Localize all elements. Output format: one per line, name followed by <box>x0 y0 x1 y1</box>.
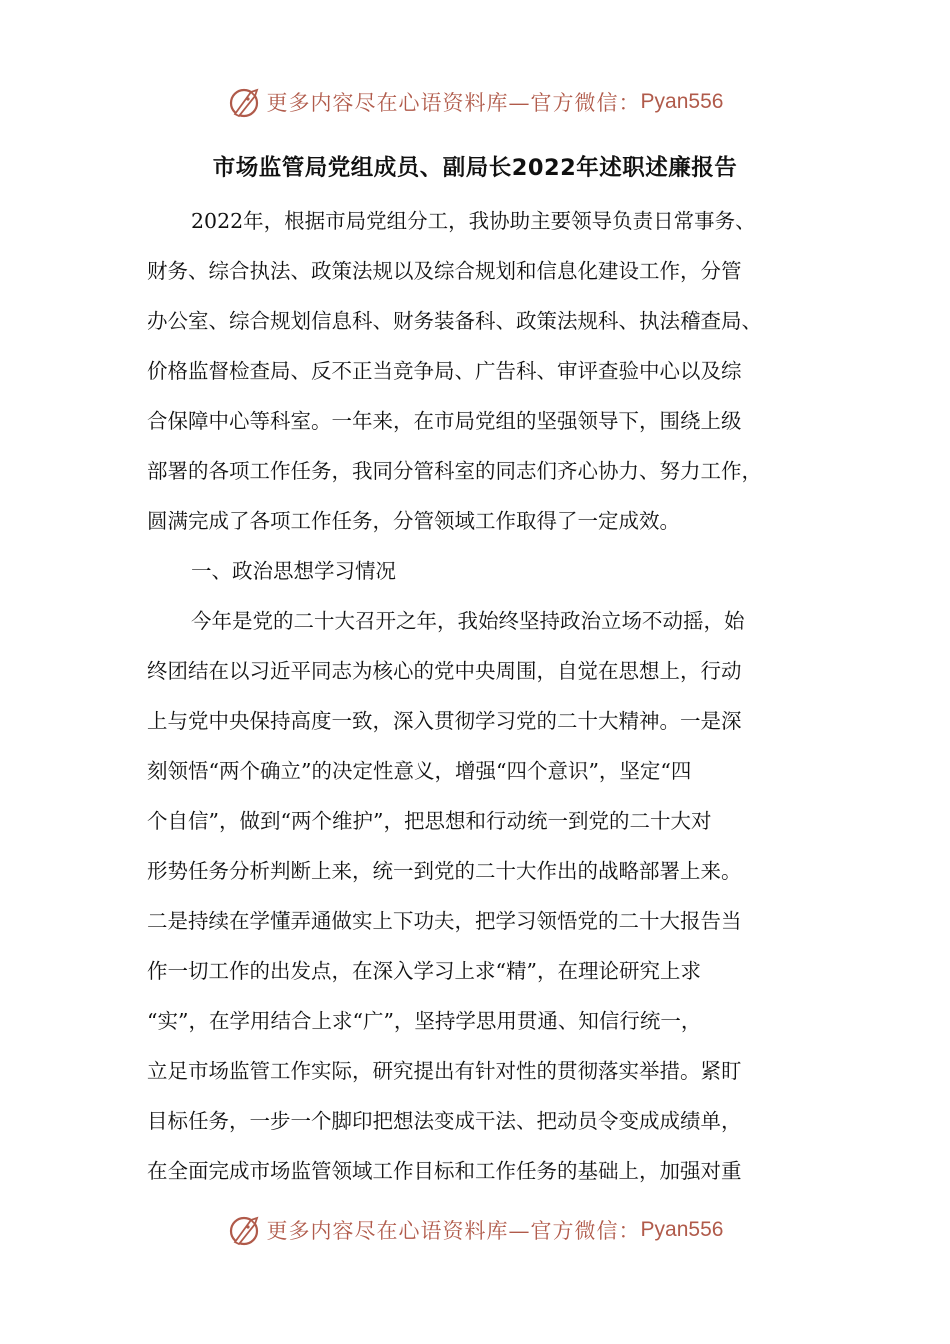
text-line: 办公室、综合规划信息科、财务装备科、政策法规科、执法稽查局、 <box>147 309 762 333</box>
text-line: 终团结在以习近平同志为核心的党中央周围，自觉在思想上，行动 <box>147 659 742 683</box>
watermark-header <box>0 82 950 122</box>
watermark-footer <box>0 1210 950 1250</box>
section-heading: 一、政治思想学习情况 <box>191 559 396 583</box>
watermark-text: 更多内容尽在心语资料库—官方微信： <box>266 1219 641 1243</box>
text-line: 二是持续在学懂弄通做实上下功夫，把学习领悟党的二十大报告当 <box>147 909 742 933</box>
text-line: 价格监督检查局、反不正当竞争局、广告科、审评查验中心以及综 <box>147 359 742 383</box>
text-line: 2022年，根据市局党组分工，我协助主要领导负责日常事务、 <box>191 209 756 233</box>
text-line: 立足市场监管工作实际，研究提出有针对性的贯彻落实举措。紧盯 <box>147 1059 742 1083</box>
text-line: 刻领悟“两个确立”的决定性意义，增强“四个意识”，坚定“四 <box>147 759 692 783</box>
text-line: 圆满完成了各项工作任务，分管领域工作取得了一定成效。 <box>147 509 680 533</box>
pen-nib-circle-icon <box>227 84 263 120</box>
text-line: “实”，在学用结合上求“广”，坚持学思用贯通、知信行统一， <box>147 1009 702 1033</box>
text-line: 上与党中央保持高度一致，深入贯彻学习党的二十大精神。一是深 <box>147 709 742 733</box>
text-line: 在全面完成市场监管领域工作目标和工作任务的基础上，加强对重 <box>147 1159 742 1183</box>
text-line: 目标任务，一步一个脚印把想法变成干法、把动员令变成成绩单， <box>147 1109 742 1133</box>
text-line: 财务、综合执法、政策法规以及综合规划和信息化建设工作，分管 <box>147 259 742 283</box>
document-body <box>147 196 807 1196</box>
pen-nib-circle-icon <box>227 1212 263 1248</box>
watermark-wechat-id: Pyan556 <box>640 1218 724 1241</box>
text-line: 部署的各项工作任务，我同分管科室的同志们齐心协力、努力工作， <box>147 459 762 483</box>
watermark-text: 更多内容尽在心语资料库—官方微信： <box>266 91 641 115</box>
text-line: 形势任务分析判断上来，统一到党的二十大作出的战略部署上来。 <box>147 859 742 883</box>
document-title: 市场监管局党组成员、副局长2022年述职述廉报告 <box>212 155 738 181</box>
text-line: 个自信”，做到“两个维护”，把思想和行动统一到党的二十大对 <box>147 809 712 833</box>
watermark-wechat-id: Pyan556 <box>640 90 724 113</box>
text-line: 合保障中心等科室。一年来，在市局党组的坚强领导下，围绕上级 <box>147 409 742 433</box>
text-line: 今年是党的二十大召开之年，我始终坚持政治立场不动摇，始 <box>191 609 745 633</box>
text-line: 作一切工作的出发点，在深入学习上求“精”，在理论研究上求 <box>147 959 701 983</box>
